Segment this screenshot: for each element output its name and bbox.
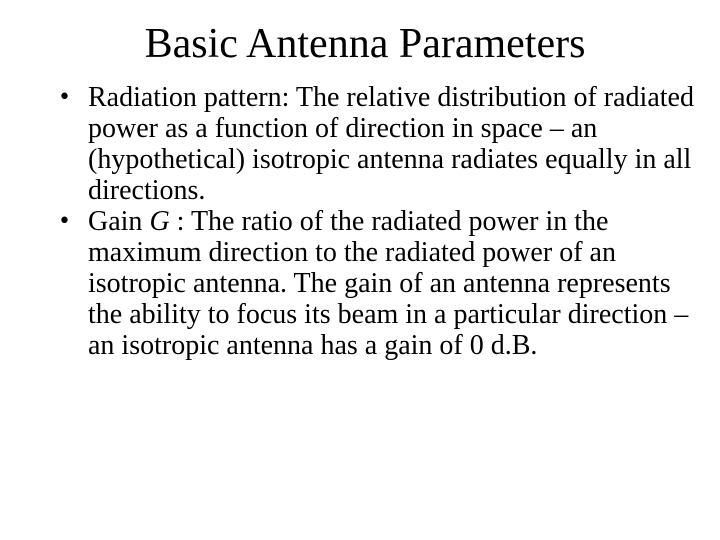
bullet-text: Radiation pattern: The relative distribution of radiated power as a function of direction in space – an (hypothetical) isotropic antenna radiates equally in all directions. (88, 82, 694, 206)
bullet-gain (58, 206, 698, 361)
bullet-marker: • (58, 85, 71, 110)
bullet-prefix: Gain (88, 206, 150, 237)
bullet-text: : The ratio of the radiated power in the maximum direction to the radiated power of an isotropic antenna. The gain of an antenna represents the ability to focus its beam in a particular direction – an isotropic antenna has a gain of 0 d.B. (88, 206, 689, 361)
gain-variable: G (149, 206, 170, 237)
bullet-list (58, 82, 698, 361)
bullet-radiation-pattern (58, 82, 698, 206)
bullet-marker: • (58, 209, 71, 234)
slide-title: Basic Antenna Parameters (144, 21, 586, 67)
